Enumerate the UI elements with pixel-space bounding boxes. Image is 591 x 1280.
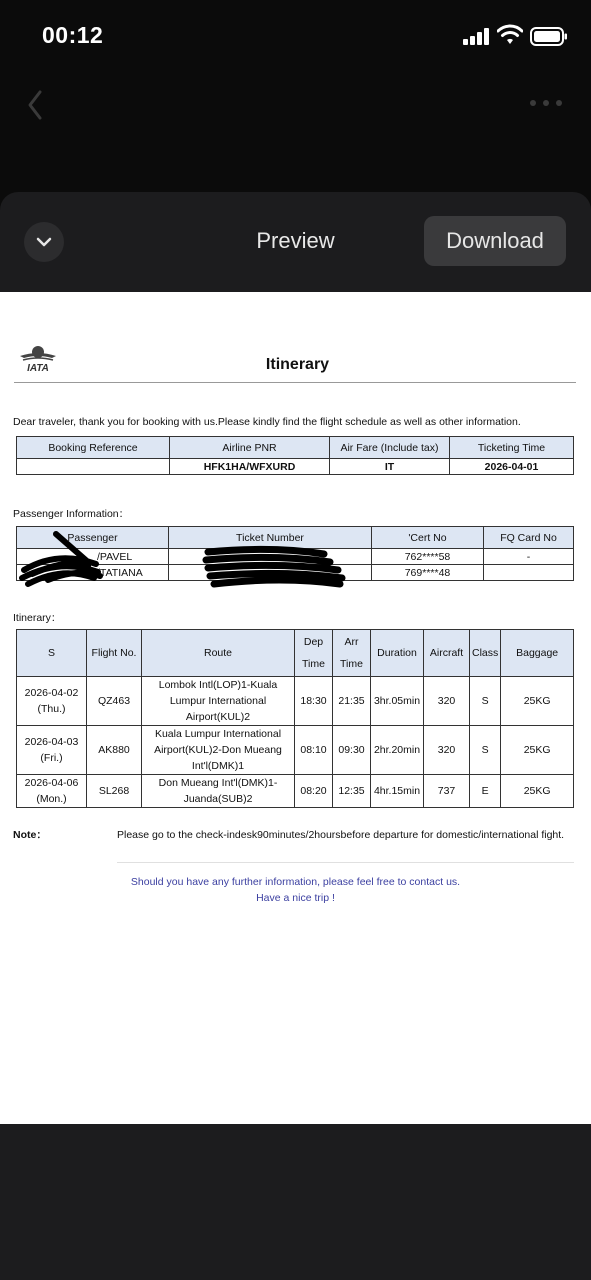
column-header: Air Fare (Include tax) [330, 437, 450, 459]
departure-time: 08:20 [295, 775, 333, 808]
baggage-allowance: 25KG [501, 726, 574, 775]
passenger-name: /TATIANA [17, 565, 169, 581]
booking-class: E [470, 775, 501, 808]
aircraft-type: 320 [424, 677, 470, 726]
flight-duration: 3hr.05min [371, 677, 424, 726]
booking-class: S [470, 726, 501, 775]
baggage-allowance: 25KG [501, 677, 574, 726]
table-header-row [17, 437, 574, 459]
cert-no: 762****58 [372, 549, 484, 565]
note-label: Note： [13, 829, 47, 841]
svg-text:IATA: IATA [27, 363, 49, 374]
table-row [17, 459, 574, 475]
flight-date: 2026-04-06 (Mon.) [17, 775, 87, 808]
wifi-icon [497, 24, 523, 46]
status-bar [0, 0, 591, 72]
table-row [17, 677, 574, 726]
column-header: Baggage [501, 630, 574, 677]
redaction-scribble [18, 528, 108, 590]
battery-icon [530, 27, 568, 46]
arrival-time: 12:35 [333, 775, 371, 808]
column-header: Aircraft [424, 630, 470, 677]
flight-number: SL268 [87, 775, 142, 808]
itinerary-table [16, 629, 574, 808]
sheet-header [0, 192, 591, 292]
passenger-info-label: Passenger Information： [13, 508, 130, 520]
note-text: Please go to the check-indesk90minutes/2hoursbefore departure for domestic/international fight. [117, 829, 565, 841]
column-header: Passenger [17, 527, 169, 549]
ticketing-time: 2026-04-01 [450, 459, 574, 475]
column-header: 'Cert No [372, 527, 484, 549]
passenger-name: /PAVEL [17, 549, 169, 565]
itinerary-document [0, 292, 591, 1124]
column-header: Flight No. [87, 630, 142, 677]
column-header: Route [142, 630, 295, 677]
booking-class: S [470, 677, 501, 726]
column-header: Ticketing Time [450, 437, 574, 459]
flight-duration: 2hr.20min [371, 726, 424, 775]
column-header: S [17, 630, 87, 677]
table-header-row [17, 630, 574, 677]
preview-sheet [0, 192, 591, 1280]
contact-message [0, 874, 591, 906]
column-header: Booking Reference [17, 437, 170, 459]
column-header: Ticket Number [169, 527, 372, 549]
itinerary-label: Itinerary： [13, 612, 62, 624]
column-header: FQ Card No [484, 527, 574, 549]
download-button[interactable]: Download [424, 216, 566, 266]
airline-pnr: HFK1HA/WFXURD [170, 459, 330, 475]
more-options-icon[interactable] [530, 100, 564, 108]
farewell-line: Have a nice trip ! [256, 892, 335, 904]
booking-table [16, 436, 574, 475]
baggage-allowance: 25KG [501, 775, 574, 808]
flight-date: 2026-04-02 (Thu.) [17, 677, 87, 726]
sheet-title: Preview [256, 228, 335, 253]
aircraft-type: 320 [424, 726, 470, 775]
column-header: Class [470, 630, 501, 677]
back-icon[interactable] [22, 88, 48, 122]
flight-duration: 4hr.15min [371, 775, 424, 808]
flight-date: 2026-04-03 (Fri.) [17, 726, 87, 775]
departure-time: 08:10 [295, 726, 333, 775]
flight-route: Lombok Intl(LOP)1-Kuala Lumpur International Airport(KUL)2 [142, 677, 295, 726]
cellular-signal-icon [463, 27, 491, 45]
contact-line: Should you have any further information, please feel free to contact us. [130, 876, 461, 888]
status-time: 00:12 [42, 22, 104, 48]
title-divider [14, 382, 576, 383]
arrival-time: 09:30 [333, 726, 371, 775]
flight-route: Kuala Lumpur International Airport(KUL)2-Don Mueang Int'l(DMK)1 [142, 726, 295, 775]
column-header: Airline PNR [170, 437, 330, 459]
departure-time: 18:30 [295, 677, 333, 726]
redaction-scribble [202, 544, 348, 590]
intro-text: Dear traveler, thank you for booking with us.Please kindly find the flight schedule as well as other information. [13, 416, 521, 428]
flight-route: Don Mueang Int'l(DMK)1-Juanda(SUB)2 [142, 775, 295, 808]
note-divider [117, 862, 574, 863]
flight-number: AK880 [87, 726, 142, 775]
arrival-time: 21:35 [333, 677, 371, 726]
document-title: Itinerary [265, 356, 330, 373]
flight-number: QZ463 [87, 677, 142, 726]
aircraft-type: 737 [424, 775, 470, 808]
fq-card-no: - [484, 549, 574, 565]
column-header: Duration [371, 630, 424, 677]
table-row [17, 775, 574, 808]
table-row [17, 726, 574, 775]
cert-no: 769****48 [372, 565, 484, 581]
column-header: Dep Time [295, 630, 333, 677]
column-header: Arr Time [333, 630, 371, 677]
fq-card-no [484, 565, 574, 581]
air-fare: IT [330, 459, 450, 475]
booking-reference [17, 459, 170, 475]
